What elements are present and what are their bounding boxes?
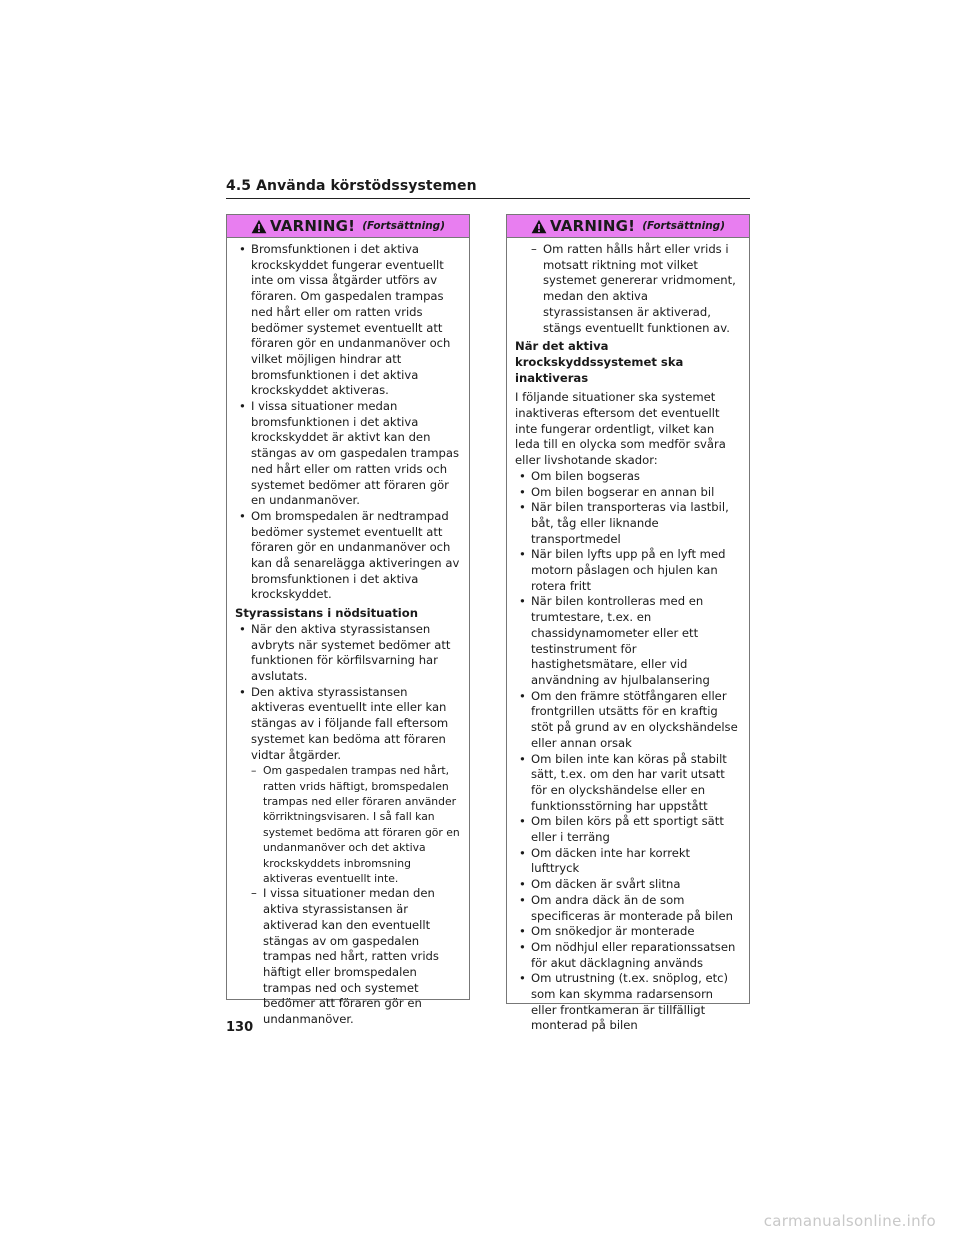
list-item: • Bromsfunktionen i det aktiva krockskyddet fungerar eventuellt inte om vissa åtgärder utförs av föraren. Om gaspedalen trampas ned hårt eller om ratten vrids bedömer systemet eventuellt att föraren gör en undanmanöver och vilket möjligen hindrar att bromsfunktionen i det aktiva krockskyddet aktiveras. — [235, 242, 461, 399]
list-item: • När bilen kontrolleras med en trumtestare, t.ex. en chassidynamometer eller ett testinstrument för hastighetsmätare, eller vid användning av hjulbalansering — [515, 594, 741, 688]
warning-continued: (Fortsättning) — [362, 220, 445, 232]
warning-body — [227, 238, 469, 1028]
list-item: • När bilen transporteras via lastbil, båt, tåg eller liknande transportmedel — [515, 500, 741, 547]
warning-title: VARNING! — [549, 217, 636, 235]
list-item: • När bilen lyfts upp på en lyft med motorn påslagen och hjulen kan rotera fritt — [515, 547, 741, 594]
warning-title: VARNING! — [269, 217, 356, 235]
subheading-deactivate: När det aktiva krockskyddssystemet ska inaktiveras — [515, 339, 684, 385]
warning-body — [507, 238, 749, 1034]
list-item: • När den aktiva styrassistansen avbryts när systemet bedömer att funktionen för körfilsvarning har avslutats. — [235, 622, 461, 685]
dash-item: – Om gaspedalen trampas ned hårt, ratten vrids häftigt, bromspedalen trampas ned eller föraren använder körriktningsvisaren. I så fall kan systemet bedöma att föraren gör en undanmanöver och det aktiva krockskyddets inbromsning aktiveras eventuellt inte. — [235, 763, 461, 886]
list-item: • Om bilen bogserar en annan bil — [515, 485, 741, 501]
warning-header — [227, 215, 469, 238]
warning-box-right — [506, 214, 750, 1033]
list-item: • Om nödhjul eller reparationssatsen för akut däcklagning används — [515, 940, 741, 971]
warning-triangle-icon — [251, 219, 267, 234]
warning-header — [507, 215, 749, 238]
list-item: • Den aktiva styrassistansen aktiveras eventuellt inte eller kan stängas av i följande fall eftersom systemet kan bedöma att föraren vidtar åtgärder. — [235, 685, 461, 764]
list-item: • Om bromspedalen är nedtrampad bedömer systemet eventuellt att föraren gör en undanmanöver och kan då senarelägga aktiveringen av bromsfunktionen i det aktiva krockskyddet. — [235, 509, 461, 603]
list-item: • Om den främre stötfångaren eller frontgrillen utsätts för en kraftig stöt på grund av en olyckshändelse eller annan orsak — [515, 689, 741, 752]
watermark: carmanualsonline.info — [763, 1212, 936, 1230]
page-number: 130 — [226, 1020, 254, 1035]
warning-continued: (Fortsättning) — [642, 220, 725, 232]
intro-paragraph: I följande situationer ska systemet inaktiveras eftersom det eventuellt inte fungerar ordentligt, vilket kan leda till en olycka som medför svåra eller livshotande skador: — [515, 390, 726, 468]
list-item: • Om bilen bogseras — [515, 469, 741, 485]
list-item: • Om bilen körs på ett sportigt sätt eller i terräng — [515, 814, 741, 845]
warning-box-left — [226, 214, 470, 1027]
list-item: • Om utrustning (t.ex. snöplog, etc) som kan skymma radarsensorn eller frontkameran är tillfälligt monterad på bilen — [515, 971, 741, 1034]
list-item: • Om däcken är svårt slitna — [515, 877, 741, 893]
dash-item: – Om ratten hålls hårt eller vrids i motsatt riktning mot vilket systemet genererar vridmoment, medan den aktiva styrassistansen är aktiverad, stängs eventuellt funktionen av. — [515, 242, 741, 336]
section-title: 4.5 Använda körstödssystemen — [226, 178, 750, 199]
list-item: • Om däcken inte har korrekt lufttryck — [515, 846, 741, 877]
list-item: • Om snökedjor är monterade — [515, 924, 741, 940]
list-item: • Om bilen inte kan köras på stabilt sätt, t.ex. om den har varit utsatt för en olyckshändelse eller en funktionsstörning har uppstått — [515, 752, 741, 815]
dash-item: – I vissa situationer medan den aktiva styrassistansen är aktiverad kan den eventuellt stängas av om gaspedalen trampas ned hårt, ratten vrids häftigt eller bromspedalen trampas ned och systemet bedömer att föraren gör en undanmanöver. — [235, 886, 461, 1027]
list-item: • Om andra däck än de som specificeras är monterade på bilen — [515, 893, 741, 924]
list-item: • I vissa situationer medan bromsfunktionen i det aktiva krockskyddet är aktivt kan den stängas av om gaspedalen trampas ned hårt eller om ratten vrids och systemet bedömer att föraren gör en undanmanöver. — [235, 399, 461, 509]
subheading-steering-assist: Styrassistans i nödsituation — [235, 606, 418, 621]
warning-triangle-icon — [531, 219, 547, 234]
